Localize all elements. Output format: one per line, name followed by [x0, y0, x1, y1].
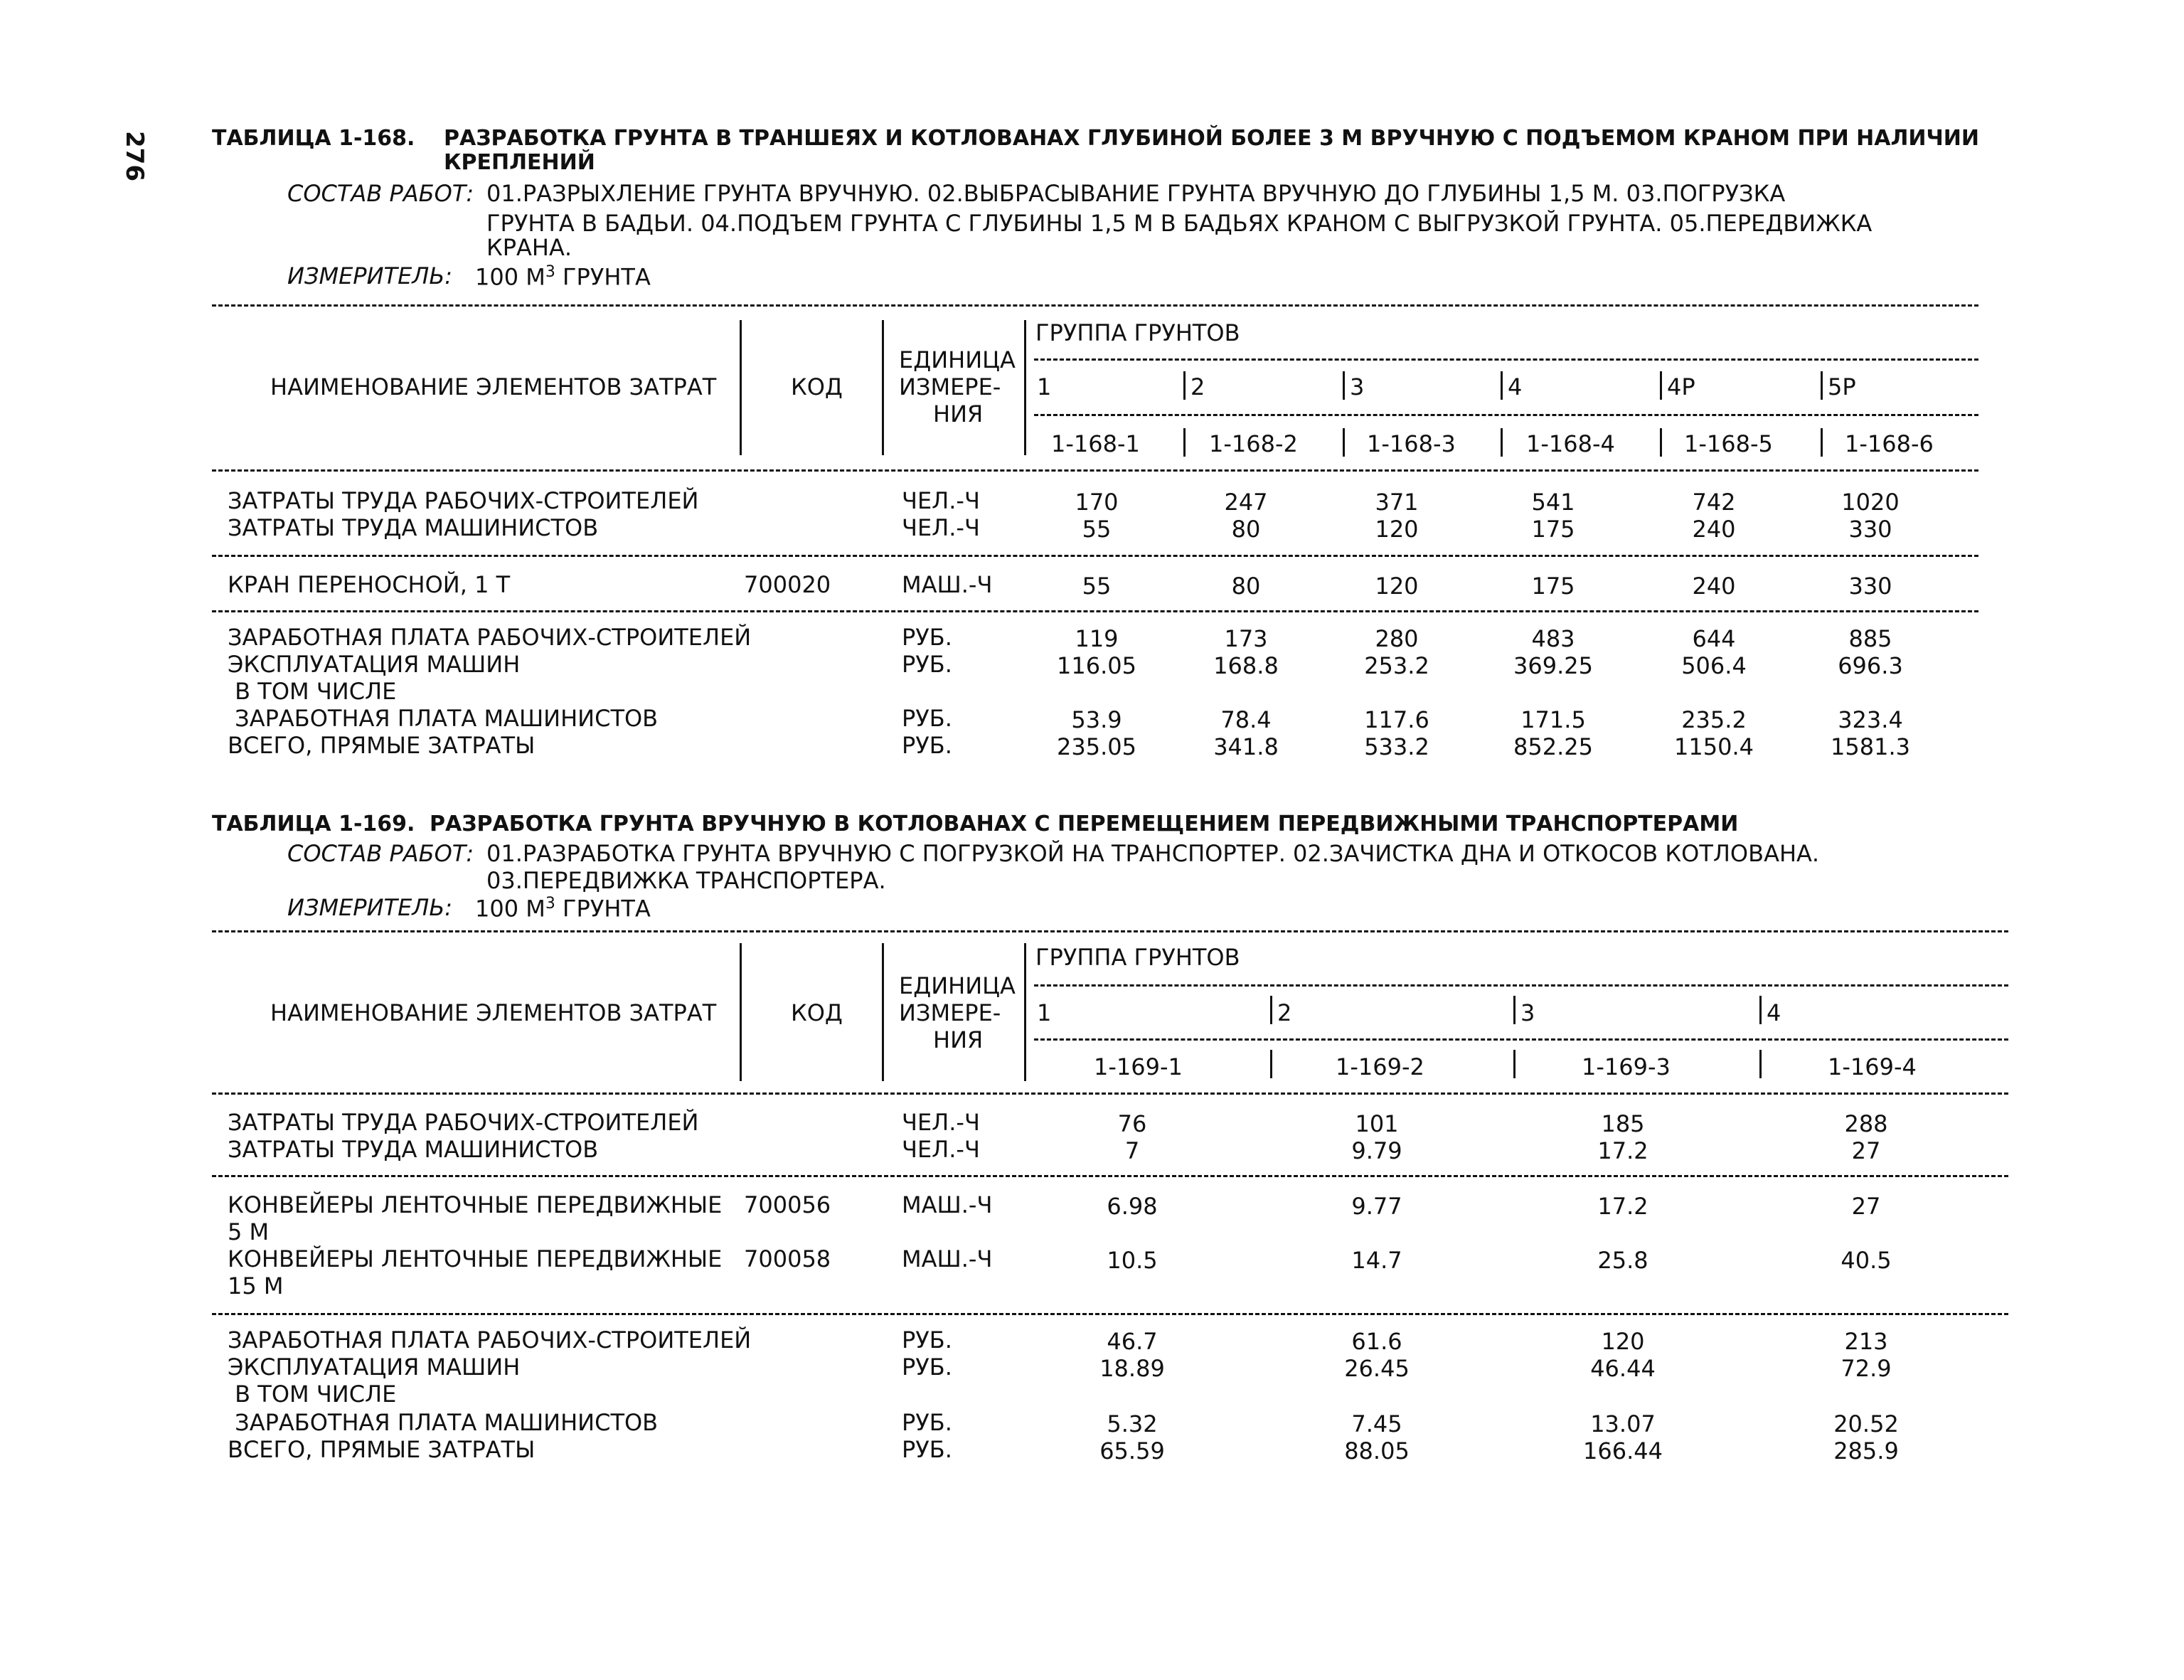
table-169-code-header: КОД — [791, 999, 843, 1026]
value-cell: 323.4 — [1838, 706, 1903, 733]
divider — [212, 1092, 2008, 1095]
value-cell: 175 — [1531, 573, 1575, 600]
table-169-title-prefix: ТАБЛИЦА 1-169. — [212, 812, 415, 836]
table-168-title-prefix: ТАБЛИЦА 1-168. — [212, 126, 415, 151]
value-cell: 369.25 — [1513, 652, 1593, 679]
table-168-row-name: ЗАРАБОТНАЯ ПЛАТА РАБОЧИХ-СТРОИТЕЛЕЙ — [228, 624, 752, 651]
value-cell: 65.59 — [1099, 1437, 1165, 1464]
table-169-row-unit: МАШ.-Ч — [902, 1245, 993, 1272]
table-169-row-name: 5 М — [228, 1218, 270, 1245]
table-169-row-name: 15 М — [228, 1272, 284, 1299]
value-cell: 280 — [1375, 625, 1419, 652]
value-cell: 240 — [1692, 573, 1736, 600]
table-169-code-2: 1-169-2 — [1336, 1053, 1424, 1080]
table-168-name-header: НАИМЕНОВАНИЕ ЭЛЕМЕНТОВ ЗАТРАТ — [270, 373, 717, 400]
page-number: 276 — [120, 131, 149, 181]
table-169-group-4: 4 — [1767, 999, 1781, 1026]
table-169-group-header: ГРУППА ГРУНТОВ — [1035, 944, 1240, 971]
value-cell: 76 — [1117, 1110, 1147, 1137]
value-cell: 235.05 — [1057, 733, 1136, 760]
value-cell: 506.4 — [1681, 652, 1747, 679]
divider — [212, 610, 1978, 612]
table-169-row-code: 700056 — [744, 1191, 831, 1218]
divider — [212, 930, 2008, 932]
value-cell: 166.44 — [1583, 1437, 1663, 1464]
table-169-title-line1: РАЗРАБОТКА ГРУНТА ВРУЧНУЮ В КОТЛОВАНАХ С ПЕРЕМЕЩЕНИЕМ ПЕРЕДВИЖНЫМИ ТРАНСПОРТЕРАМИ — [430, 812, 1739, 836]
value-cell: 247 — [1224, 489, 1268, 516]
table-169-unit-header-2: ИЗМЕРЕ- — [899, 999, 1001, 1026]
value-cell: 341.8 — [1213, 733, 1279, 760]
value-cell: 5.32 — [1107, 1410, 1158, 1437]
divider — [212, 304, 1978, 307]
value-cell: 185 — [1601, 1110, 1645, 1137]
value-cell: 17.2 — [1597, 1137, 1648, 1164]
value-cell: 852.25 — [1513, 733, 1593, 760]
value-cell: 80 — [1231, 573, 1261, 600]
column-separator — [1759, 1050, 1762, 1078]
column-separator — [1343, 428, 1345, 457]
table-169-row-unit: МАШ.-Ч — [902, 1191, 993, 1218]
column-separator — [740, 943, 742, 1081]
divider — [1034, 414, 1978, 416]
divider — [1034, 984, 2008, 987]
value-cell: 9.77 — [1351, 1193, 1402, 1220]
table-169-name-header: НАИМЕНОВАНИЕ ЭЛЕМЕНТОВ ЗАТРАТ — [270, 999, 717, 1026]
value-cell: 9.79 — [1351, 1137, 1402, 1164]
table-168-unit-header-2: ИЗМЕРЕ- — [899, 373, 1001, 400]
value-cell: 72.9 — [1841, 1355, 1892, 1382]
value-cell: 18.89 — [1099, 1355, 1165, 1382]
value-cell: 120 — [1375, 516, 1419, 543]
table-169-row-unit: РУБ. — [902, 1327, 952, 1354]
table-168-group-5r: 5Р — [1828, 373, 1856, 400]
value-cell: 6.98 — [1107, 1193, 1158, 1220]
divider — [1034, 1038, 2008, 1041]
table-168-row-unit: МАШ.-Ч — [902, 571, 993, 598]
table-169-code-4: 1-169-4 — [1828, 1053, 1917, 1080]
value-cell: 1581.3 — [1831, 733, 1910, 760]
column-separator — [1759, 996, 1762, 1024]
value-cell: 885 — [1848, 625, 1892, 652]
column-separator — [882, 320, 884, 455]
value-cell: 10.5 — [1107, 1247, 1158, 1274]
table-168-code-5: 1-168-5 — [1684, 430, 1773, 457]
table-169-row-name: В ТОМ ЧИСЛЕ — [228, 1381, 397, 1408]
table-169-row-name: ВСЕГО, ПРЯМЫЕ ЗАТРАТЫ — [228, 1436, 536, 1463]
column-separator — [1270, 996, 1272, 1024]
table-169-composition-line2: 03.ПЕРЕДВИЖКА ТРАНСПОРТЕРА. — [486, 867, 886, 894]
table-169-row-unit: РУБ. — [902, 1409, 952, 1436]
value-cell: 285.9 — [1833, 1437, 1899, 1464]
table-169-group-3: 3 — [1520, 999, 1535, 1026]
table-168-group-4: 4 — [1508, 373, 1523, 400]
value-cell: 120 — [1375, 573, 1419, 600]
value-cell: 78.4 — [1220, 706, 1272, 733]
table-168-group-2: 2 — [1190, 373, 1205, 400]
table-168-title-line2: КРЕПЛЕНИЙ — [444, 150, 595, 175]
table-169-group-1: 1 — [1037, 999, 1052, 1026]
table-169-unit-header-3: НИЯ — [933, 1026, 984, 1053]
table-168-row-name: КРАН ПЕРЕНОСНОЙ, 1 Т — [228, 571, 511, 598]
value-cell: 17.2 — [1597, 1193, 1648, 1220]
value-cell: 696.3 — [1838, 652, 1903, 679]
table-169-group-2: 2 — [1277, 999, 1292, 1026]
value-cell: 330 — [1848, 573, 1892, 600]
value-cell: 88.05 — [1344, 1437, 1410, 1464]
column-separator — [1660, 428, 1662, 457]
table-168-row-name: ВСЕГО, ПРЯМЫЕ ЗАТРАТЫ — [228, 732, 536, 759]
table-169-code-3: 1-169-3 — [1582, 1053, 1671, 1080]
table-168-code-header: КОД — [791, 373, 843, 400]
value-cell: 25.8 — [1597, 1247, 1648, 1274]
value-cell: 168.8 — [1213, 652, 1279, 679]
table-168-unit-header-3: НИЯ — [933, 400, 984, 427]
table-169-composition-label: СОСТАВ РАБОТ: — [287, 840, 474, 867]
table-168-code-3: 1-168-3 — [1367, 430, 1456, 457]
column-separator — [882, 943, 884, 1081]
value-cell: 253.2 — [1364, 652, 1429, 679]
value-cell: 371 — [1375, 489, 1419, 516]
column-separator — [1501, 428, 1503, 457]
table-169-row-code: 700058 — [744, 1245, 831, 1272]
divider — [1034, 358, 1978, 361]
value-cell: 288 — [1844, 1110, 1888, 1137]
value-cell: 1020 — [1841, 489, 1900, 516]
value-cell: 55 — [1082, 516, 1112, 543]
value-cell: 175 — [1531, 516, 1575, 543]
table-168-row-unit: РУБ. — [902, 705, 952, 732]
table-168-composition-line3: КРАНА. — [486, 234, 572, 261]
value-cell: 1150.4 — [1674, 733, 1754, 760]
value-cell: 117.6 — [1364, 706, 1429, 733]
table-169-row-unit: РУБ. — [902, 1436, 952, 1463]
table-169-row-unit: ЧЕЛ.-Ч — [902, 1136, 980, 1163]
value-cell: 644 — [1692, 625, 1736, 652]
value-cell: 80 — [1231, 516, 1261, 543]
value-cell: 235.2 — [1681, 706, 1747, 733]
value-cell: 541 — [1531, 489, 1575, 516]
value-cell: 7.45 — [1351, 1410, 1402, 1437]
table-168-composition-label: СОСТАВ РАБОТ: — [287, 180, 474, 207]
column-separator — [740, 320, 742, 455]
table-169-row-name: КОНВЕЙЕРЫ ЛЕНТОЧНЫЕ ПЕРЕДВИЖНЫЕ — [228, 1245, 723, 1272]
divider — [212, 469, 1978, 472]
table-168-measure-label: ИЗМЕРИТЕЛЬ: — [287, 262, 453, 289]
column-separator — [1343, 371, 1345, 400]
table-168-group-1: 1 — [1037, 373, 1052, 400]
value-cell: 120 — [1601, 1328, 1645, 1355]
column-separator — [1270, 1050, 1272, 1078]
value-cell: 170 — [1075, 489, 1119, 516]
table-168-group-4r: 4Р — [1667, 373, 1695, 400]
column-separator — [1024, 320, 1026, 455]
value-cell: 173 — [1224, 625, 1268, 652]
column-separator — [1513, 1050, 1516, 1078]
table-168-row-name: ЗАТРАТЫ ТРУДА РАБОЧИХ-СТРОИТЕЛЕЙ — [228, 487, 699, 514]
value-cell: 119 — [1075, 625, 1119, 652]
divider — [212, 1313, 2008, 1315]
value-cell: 27 — [1851, 1193, 1881, 1220]
column-separator — [1821, 428, 1823, 457]
value-cell: 213 — [1844, 1328, 1888, 1355]
value-cell: 53.9 — [1071, 706, 1122, 733]
table-168-row-unit: ЧЕЛ.-Ч — [902, 487, 980, 514]
table-168-composition-line2: ГРУНТА В БАДЬИ. 04.ПОДЪЕМ ГРУНТА С ГЛУБИНЫ 1,5 М В БАДЬЯХ КРАНОМ С ВЫГРУЗКОЙ ГРУНТА. 05.ПЕРЕДВИЖКА — [486, 210, 1873, 237]
table-169-unit-header-1: ЕДИНИЦА — [899, 972, 1016, 999]
column-separator — [1183, 428, 1186, 457]
table-168-row-code: 700020 — [744, 571, 831, 598]
table-169-row-name: ЭКСПЛУАТАЦИЯ МАШИН — [228, 1354, 521, 1381]
value-cell: 533.2 — [1364, 733, 1429, 760]
table-169-row-unit: ЧЕЛ.-Ч — [902, 1109, 980, 1136]
table-168-row-name: ЗАРАБОТНАЯ ПЛАТА МАШИНИСТОВ — [228, 705, 659, 732]
value-cell: 46.7 — [1107, 1328, 1158, 1355]
divider — [212, 1175, 2008, 1177]
column-separator — [1024, 943, 1026, 1081]
value-cell: 20.52 — [1833, 1410, 1899, 1437]
value-cell: 101 — [1355, 1110, 1399, 1137]
value-cell: 46.44 — [1590, 1355, 1656, 1382]
value-cell: 7 — [1124, 1137, 1140, 1164]
table-168-row-unit: РУБ. — [902, 732, 952, 759]
table-168-title-line1: РАЗРАБОТКА ГРУНТА В ТРАНШЕЯХ И КОТЛОВАНАХ ГЛУБИНОЙ БОЛЕЕ 3 М ВРУЧНУЮ С ПОДЪЕМОМ КРАНОМ ПРИ НАЛИЧИИ — [444, 126, 1979, 151]
column-separator — [1183, 371, 1186, 400]
table-168-row-unit: РУБ. — [902, 651, 952, 678]
value-cell: 330 — [1848, 516, 1892, 543]
table-169-row-name: ЗАРАБОТНАЯ ПЛАТА РАБОЧИХ-СТРОИТЕЛЕЙ — [228, 1327, 752, 1354]
table-168-group-3: 3 — [1350, 373, 1365, 400]
table-168-code-6: 1-168-6 — [1845, 430, 1934, 457]
column-separator — [1513, 996, 1516, 1024]
table-169-row-name: ЗАТРАТЫ ТРУДА МАШИНИСТОВ — [228, 1136, 599, 1163]
table-168-row-name: В ТОМ ЧИСЛЕ — [228, 678, 397, 705]
value-cell: 40.5 — [1841, 1247, 1892, 1274]
table-168-composition-line1: 01.РАЗРЫХЛЕНИЕ ГРУНТА ВРУЧНУЮ. 02.ВЫБРАСЫВАНИЕ ГРУНТА ВРУЧНУЮ ДО ГЛУБИНЫ 1,5 М. 03.ПОГРУЗКА — [486, 180, 1786, 207]
table-169-measure-label: ИЗМЕРИТЕЛЬ: — [287, 894, 453, 921]
column-separator — [1821, 371, 1823, 400]
table-168-row-unit: РУБ. — [902, 624, 952, 651]
table-168-unit-header-1: ЕДИНИЦА — [899, 346, 1016, 373]
table-168-group-header: ГРУППА ГРУНТОВ — [1035, 319, 1240, 346]
table-169-row-name: ЗАРАБОТНАЯ ПЛАТА МАШИНИСТОВ — [228, 1409, 659, 1436]
table-169-row-name: ЗАТРАТЫ ТРУДА РАБОЧИХ-СТРОИТЕЛЕЙ — [228, 1109, 699, 1136]
table-169-measure-value: 100 $М^3$ ГРУНТА — [475, 895, 651, 923]
divider — [212, 555, 1978, 557]
table-168-measure-value: 100 $М^3$ ГРУНТА — [475, 263, 651, 291]
column-separator — [1660, 371, 1662, 400]
value-cell: 13.07 — [1590, 1410, 1656, 1437]
table-168-code-2: 1-168-2 — [1209, 430, 1298, 457]
value-cell: 55 — [1082, 573, 1112, 600]
table-169-composition-line1: 01.РАЗРАБОТКА ГРУНТА ВРУЧНУЮ С ПОГРУЗКОЙ НА ТРАНСПОРТЕР. 02.ЗАЧИСТКА ДНА И ОТКОСОВ КОТЛОВАНА. — [486, 840, 1820, 867]
value-cell: 27 — [1851, 1137, 1881, 1164]
value-cell: 26.45 — [1344, 1355, 1410, 1382]
table-168-row-unit: ЧЕЛ.-Ч — [902, 514, 980, 541]
value-cell: 116.05 — [1057, 652, 1136, 679]
value-cell: 171.5 — [1520, 706, 1586, 733]
table-168-code-4: 1-168-4 — [1526, 430, 1615, 457]
value-cell: 742 — [1692, 489, 1736, 516]
table-168-code-1: 1-168-1 — [1051, 430, 1140, 457]
value-cell: 14.7 — [1351, 1247, 1402, 1274]
value-cell: 240 — [1692, 516, 1736, 543]
table-169-row-name: КОНВЕЙЕРЫ ЛЕНТОЧНЫЕ ПЕРЕДВИЖНЫЕ — [228, 1191, 723, 1218]
value-cell: 61.6 — [1351, 1328, 1402, 1355]
table-168-row-name: ЗАТРАТЫ ТРУДА МАШИНИСТОВ — [228, 514, 599, 541]
table-168-row-name: ЭКСПЛУАТАЦИЯ МАШИН — [228, 651, 521, 678]
table-169-row-unit: РУБ. — [902, 1354, 952, 1381]
value-cell: 483 — [1531, 625, 1575, 652]
table-169-code-1: 1-169-1 — [1094, 1053, 1183, 1080]
column-separator — [1501, 371, 1503, 400]
